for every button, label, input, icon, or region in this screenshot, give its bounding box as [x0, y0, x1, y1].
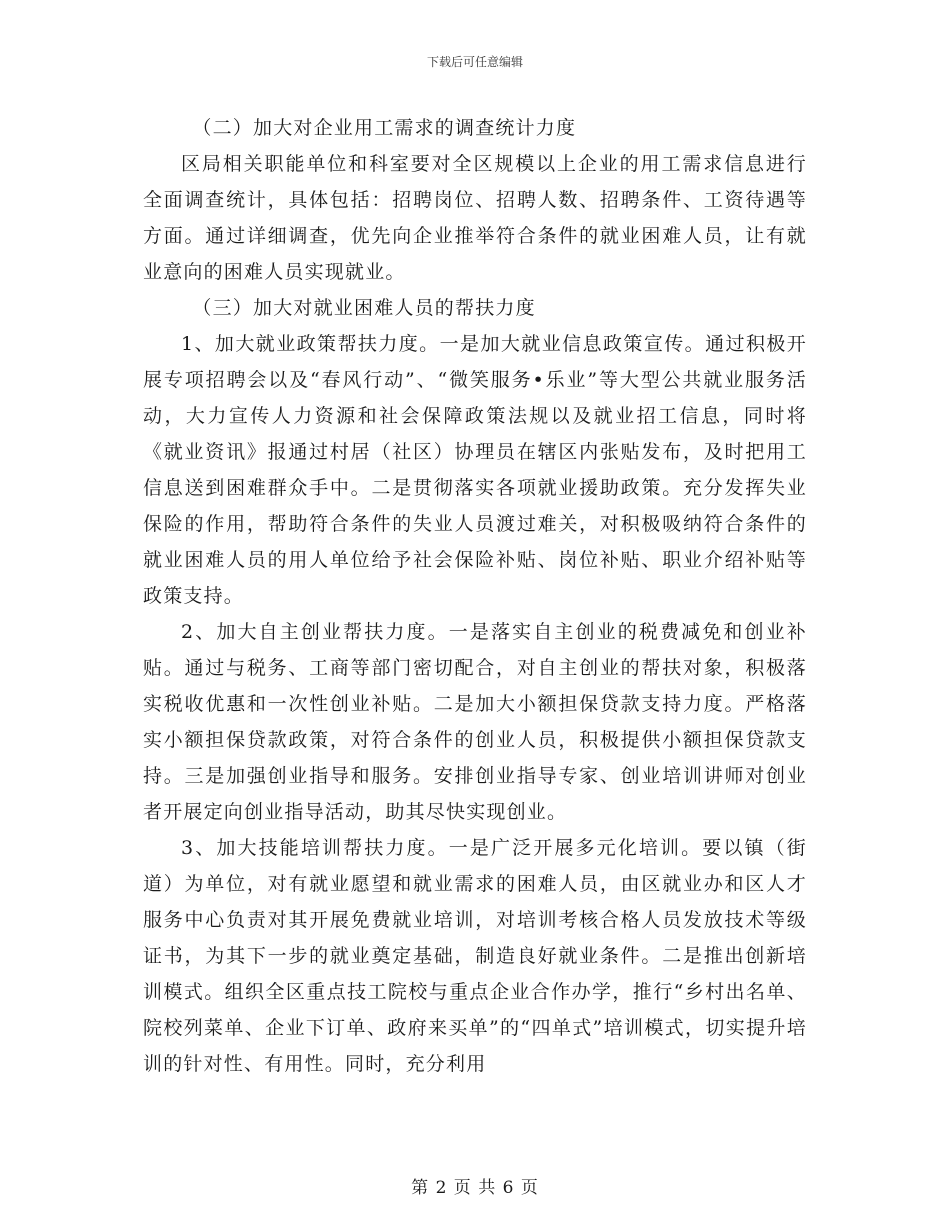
page-number: 第 2 页 共 6 页 — [411, 1178, 539, 1198]
body-paragraph: 区局相关职能单位和科室要对全区规模以上企业的用工需求信息进行全面调查统计，具体包括：招聘岗位、招聘人数、招聘条件、工资待遇等方面。通过详细调查，优先向企业推举符合条件的就业困难人员，让有就业意向的困难人员实现就业。 — [143, 153, 807, 283]
document-body — [143, 110, 807, 1082]
body-paragraph: 2、加大自主创业帮扶力度。一是落实自主创业的税费减免和创业补贴。通过与税务、工商等部门密切配合，对自主创业的帮扶对象，积极落实税收优惠和一次性创业补贴。二是加大小额担保贷款支持力度。严格落实小额担保贷款政策，对符合条件的创业人员，积极提供小额担保贷款支持。三是加强创业指导和服务。安排创业指导专家、创业培训讲师对创业者开展定向创业指导活动，助其尽快实现创业。 — [143, 621, 807, 823]
section-heading-2: （二）加大对企业用工需求的调查统计力度 — [192, 117, 577, 139]
body-paragraph: 3、加大技能培训帮扶力度。一是广泛开展多元化培训。要以镇（街道）为单位，对有就业愿望和就业需求的困难人员，由区就业办和区人才服务中心负责对其开展免费就业培训，对培训考核合格人员发放技术等级证书，为其下一步的就业奠定基础，制造良好就业条件。二是推出创新培训模式。组织全区重点技工院校与重点企业合作办学，推行“乡村出名单、院校列菜单、企业下订单、政府来买单”的“四单式”培训模式，切实提升培训的针对性、有用性。同时，充分利用 — [143, 837, 807, 1075]
section-heading-3: （三）加大对就业困难人员的帮扶力度 — [192, 297, 536, 319]
page-header: 下载后可任意编辑 — [426, 55, 523, 69]
body-paragraph: 1、加大就业政策帮扶力度。一是加大就业信息政策宣传。通过积极开展专项招聘会以及“春风行动”、“微笑服务•乐业”等大型公共就业服务活动，大力宣传人力资源和社会保障政策法规以及就业招工信息，同时将《就业资讯》报通过村居（社区）协理员在辖区内张贴发布，及时把用工信息送到困难群众手中。二是贯彻落实各项就业援助政策。充分发挥失业保险的作用，帮助符合条件的失业人员渡过难关，对积极吸纳符合条件的就业困难人员的用人单位给予社会保险补贴、岗位补贴、职业介绍补贴等政策支持。 — [143, 333, 807, 607]
